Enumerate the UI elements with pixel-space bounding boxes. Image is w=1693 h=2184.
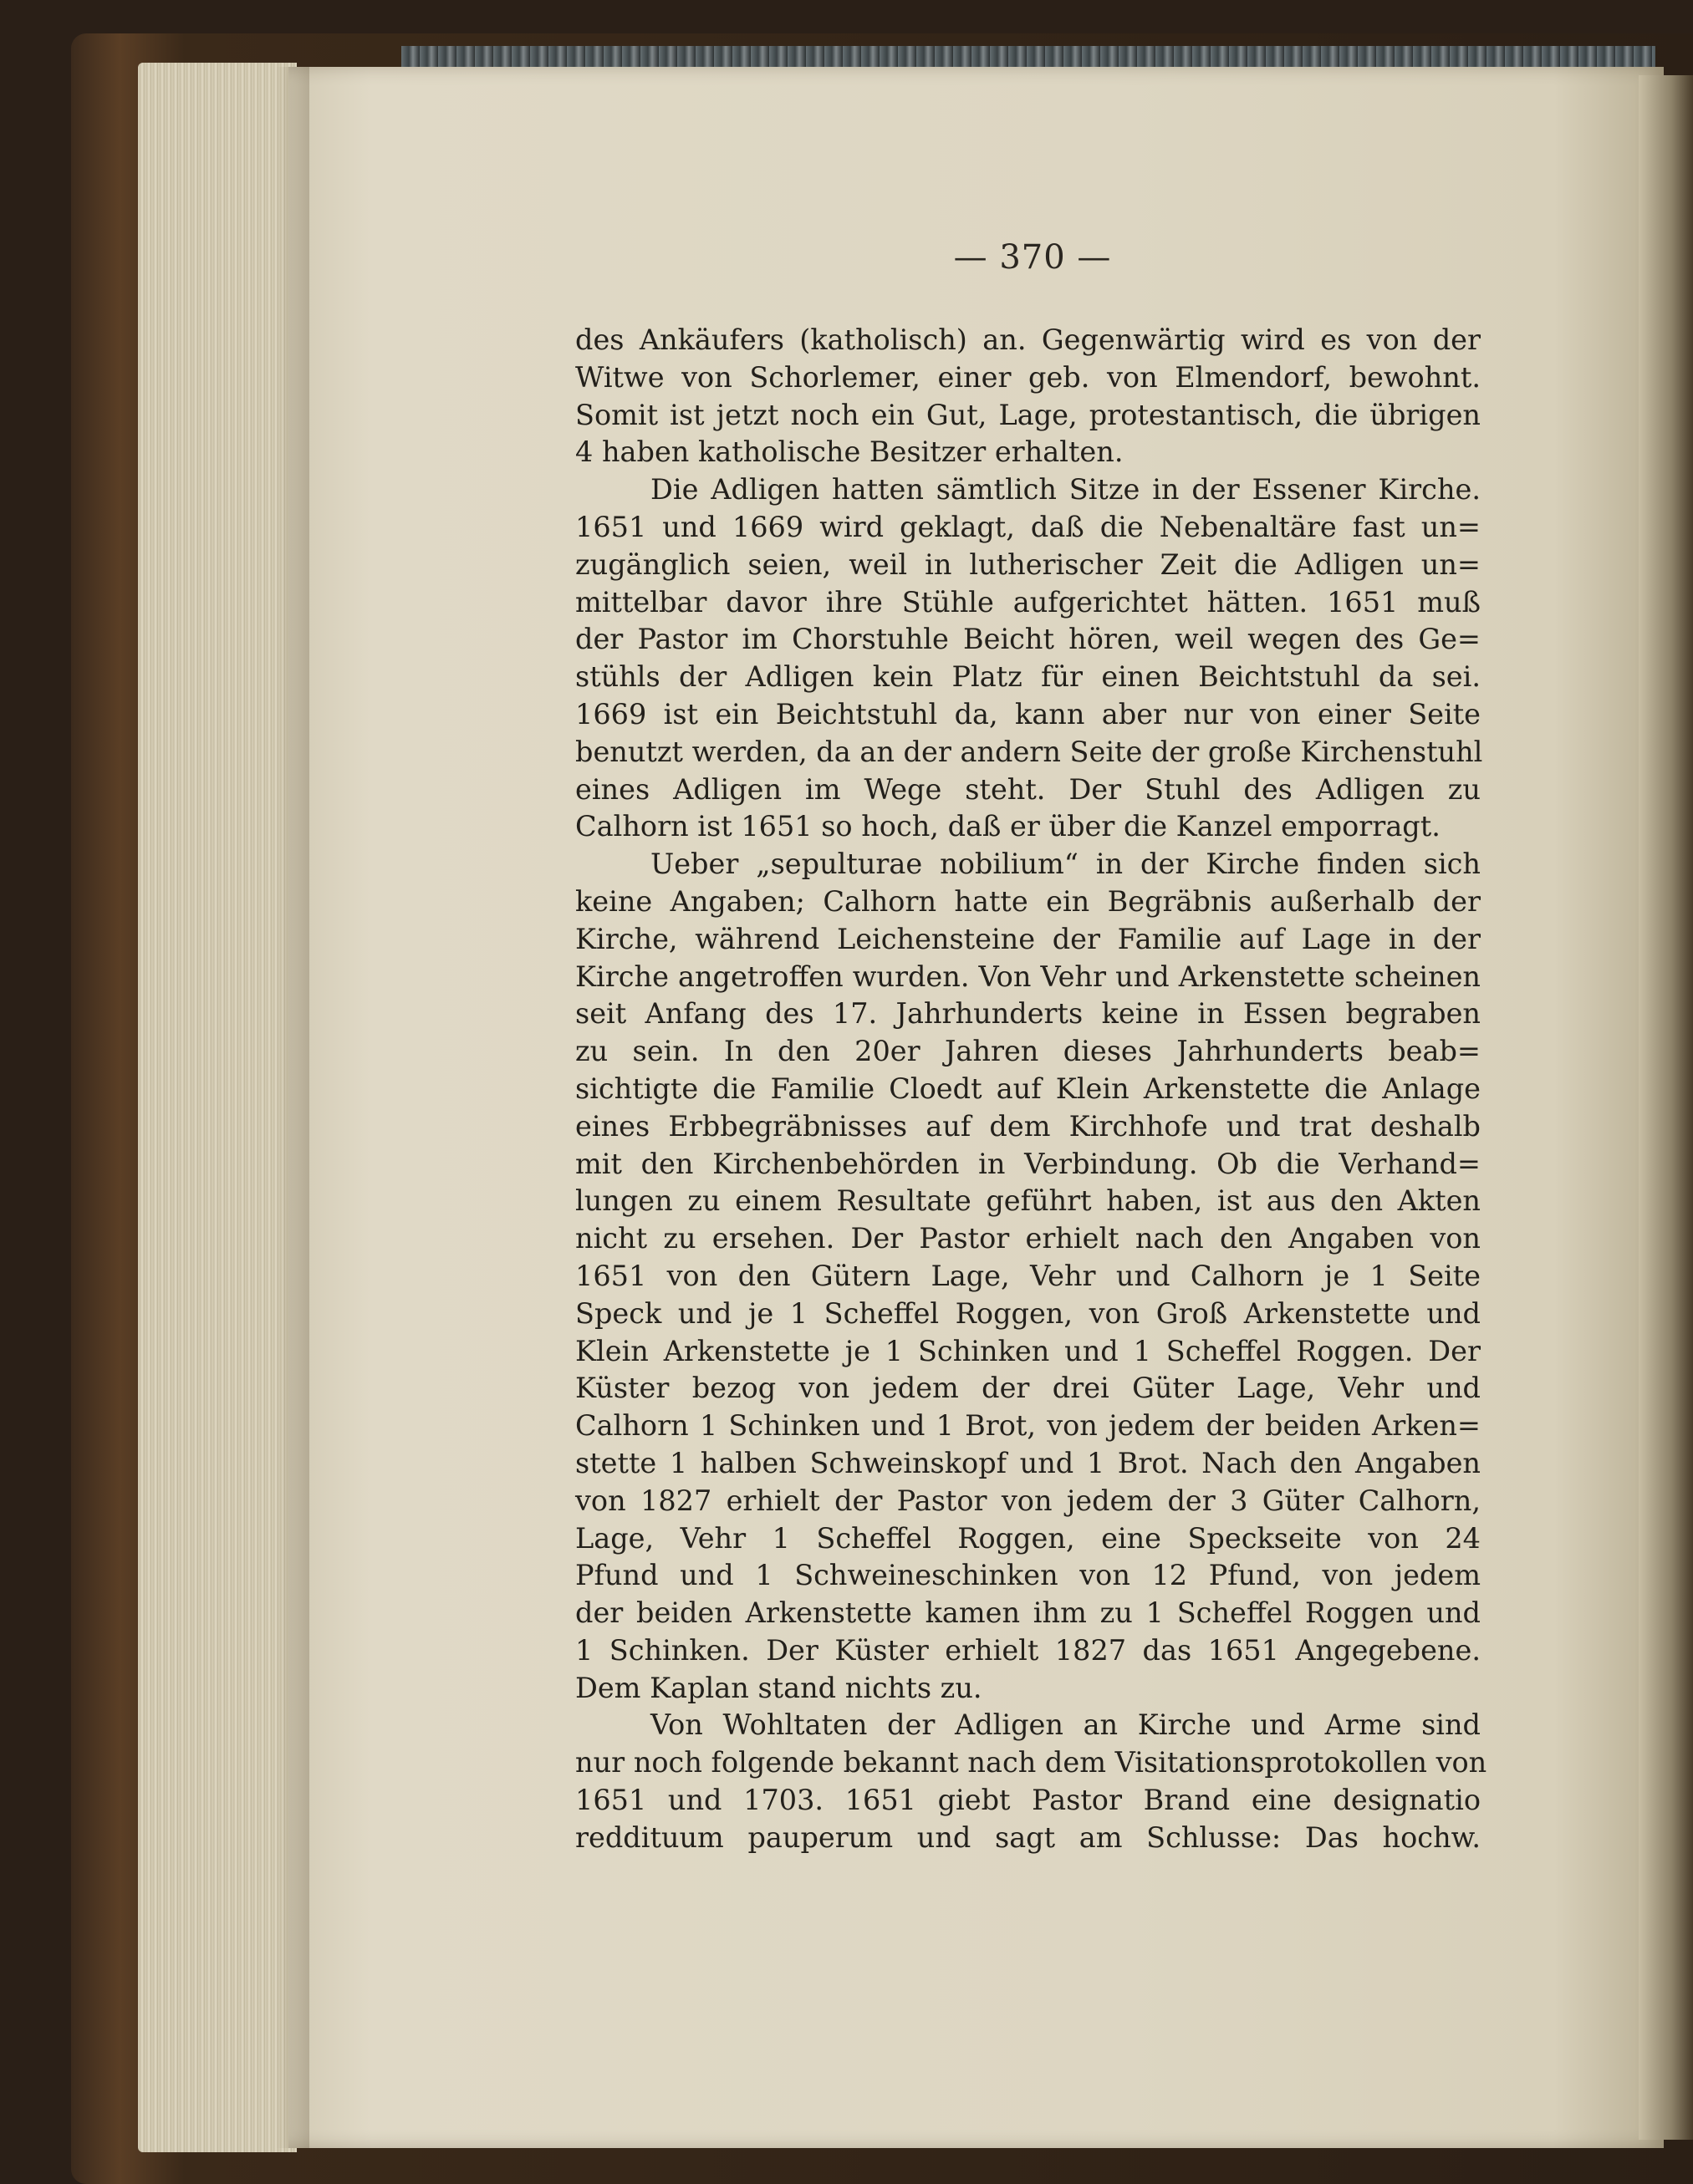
text-line: 1651 und 1703. 1651 giebt Pastor Brand eine designatio [575, 1784, 1481, 1817]
text-line: 1669 ist ein Beichtstuhl da, kann aber nur von einer Seite [575, 697, 1481, 731]
text-line: Klein Arkenstette je 1 Schinken und 1 Scheffel Roggen. Der [575, 1334, 1481, 1367]
page-stack-edges [138, 63, 297, 2152]
text-line: Von Wohltaten der Adligen an Kirche und Arme sind [650, 1708, 1481, 1742]
text-line: 1 Schinken. Der Küster erhielt 1827 das 1651 Angegebene. [575, 1633, 1481, 1667]
text-line: nicht zu ersehen. Der Pastor erhielt nach den Angaben von [575, 1222, 1481, 1255]
text-line: nur noch folgende bekannt nach dem Visitationsprotokollen von [575, 1746, 1487, 1779]
text-line: seit Anfang des 17. Jahrhunderts keine in Essen begraben [575, 997, 1481, 1031]
text-line: 1651 von den Gütern Lage, Vehr und Calhorn je 1 Seite [575, 1259, 1481, 1292]
text-line: Kirche, während Leichensteine der Familie auf Lage in der [575, 922, 1481, 955]
text-line: Dem Kaplan stand nichts zu. [575, 1671, 982, 1704]
text-line: Speck und je 1 Scheffel Roggen, von Groß Arkenstette und [575, 1296, 1481, 1330]
book-gutter [1639, 75, 1693, 2140]
text-line: des Ankäufers (katholisch) an. Gegenwärtig wird es von der [575, 323, 1481, 356]
text-line: Pfund und 1 Schweineschinken von 12 Pfund, von jedem [575, 1559, 1481, 1592]
text-line: lungen zu einem Resultate geführt haben, ist aus den Akten [575, 1184, 1481, 1218]
text-line: 1651 und 1669 wird geklagt, daß die Nebenaltäre fast un= [575, 510, 1481, 543]
text-line: sichtigte die Familie Cloedt auf Klein Arkenstette die Anlage [575, 1072, 1481, 1105]
text-line: Die Adligen hatten sämtlich Sitze in der Essener Kirche. [650, 473, 1481, 507]
text-line: Küster bezog von jedem der drei Güter Lage, Vehr und [575, 1372, 1481, 1405]
text-line: stette 1 halben Schweinskopf und 1 Brot. Nach den Angaben [575, 1446, 1481, 1479]
text-line: Witwe von Schorlemer, einer geb. von Elmendorf, bewohnt. [575, 360, 1481, 394]
text-line: Lage, Vehr 1 Scheffel Roggen, eine Speckseite von 24 [575, 1521, 1481, 1555]
text-line: Calhorn ist 1651 so hoch, daß er über die Kanzel emporragt. [575, 810, 1441, 843]
text-line: 4 haben katholische Besitzer erhalten. [575, 435, 1124, 469]
text-line: zugänglich seien, weil in lutherischer Zeit die Adligen un= [575, 547, 1481, 581]
page-number: — 370 — [953, 238, 1112, 277]
text-line: benutzt werden, da an der andern Seite der große Kirchenstuhl [575, 735, 1483, 768]
body-text [575, 322, 1487, 1857]
text-line: stühls der Adligen kein Platz für einen Beichtstuhl da sei. [575, 660, 1481, 694]
text-line: der beiden Arkenstette kamen ihm zu 1 Scheffel Roggen und [575, 1596, 1481, 1630]
text-line: der Pastor im Chorstuhle Beicht hören, weil wegen des Ge= [575, 623, 1481, 656]
text-line: von 1827 erhielt der Pastor von jedem der 3 Güter Calhorn, [575, 1484, 1481, 1517]
text-line: eines Adligen im Wege steht. Der Stuhl des Adligen zu [575, 772, 1481, 806]
text-line: mit den Kirchenbehörden in Verbindung. Ob die Verhand= [575, 1147, 1481, 1180]
text-line: zu sein. In den 20er Jahren dieses Jahrhunderts beab= [575, 1035, 1481, 1068]
text-line: keine Angaben; Calhorn hatte ein Begräbnis außerhalb der [575, 884, 1481, 918]
text-line: eines Erbbegräbnisses auf dem Kirchhofe und trat deshalb [575, 1109, 1481, 1143]
text-line: Somit ist jetzt noch ein Gut, Lage, protestantisch, die übrigen [575, 398, 1481, 431]
text-line: Kirche angetroffen wurden. Von Vehr und Arkenstette scheinen [575, 960, 1481, 993]
text-line: Calhorn 1 Schinken und 1 Brot, von jedem der beiden Arken= [575, 1409, 1481, 1443]
text-line: reddituum pauperum und sagt am Schlusse: Das hochw. [575, 1820, 1481, 1854]
page-edge-shadow [276, 67, 309, 2148]
text-line: Ueber „sepulturae nobilium“ in der Kirche finden sich [650, 848, 1481, 881]
text-line: mittelbar davor ihre Stühle aufgerichtet hätten. 1651 muß [575, 585, 1481, 619]
